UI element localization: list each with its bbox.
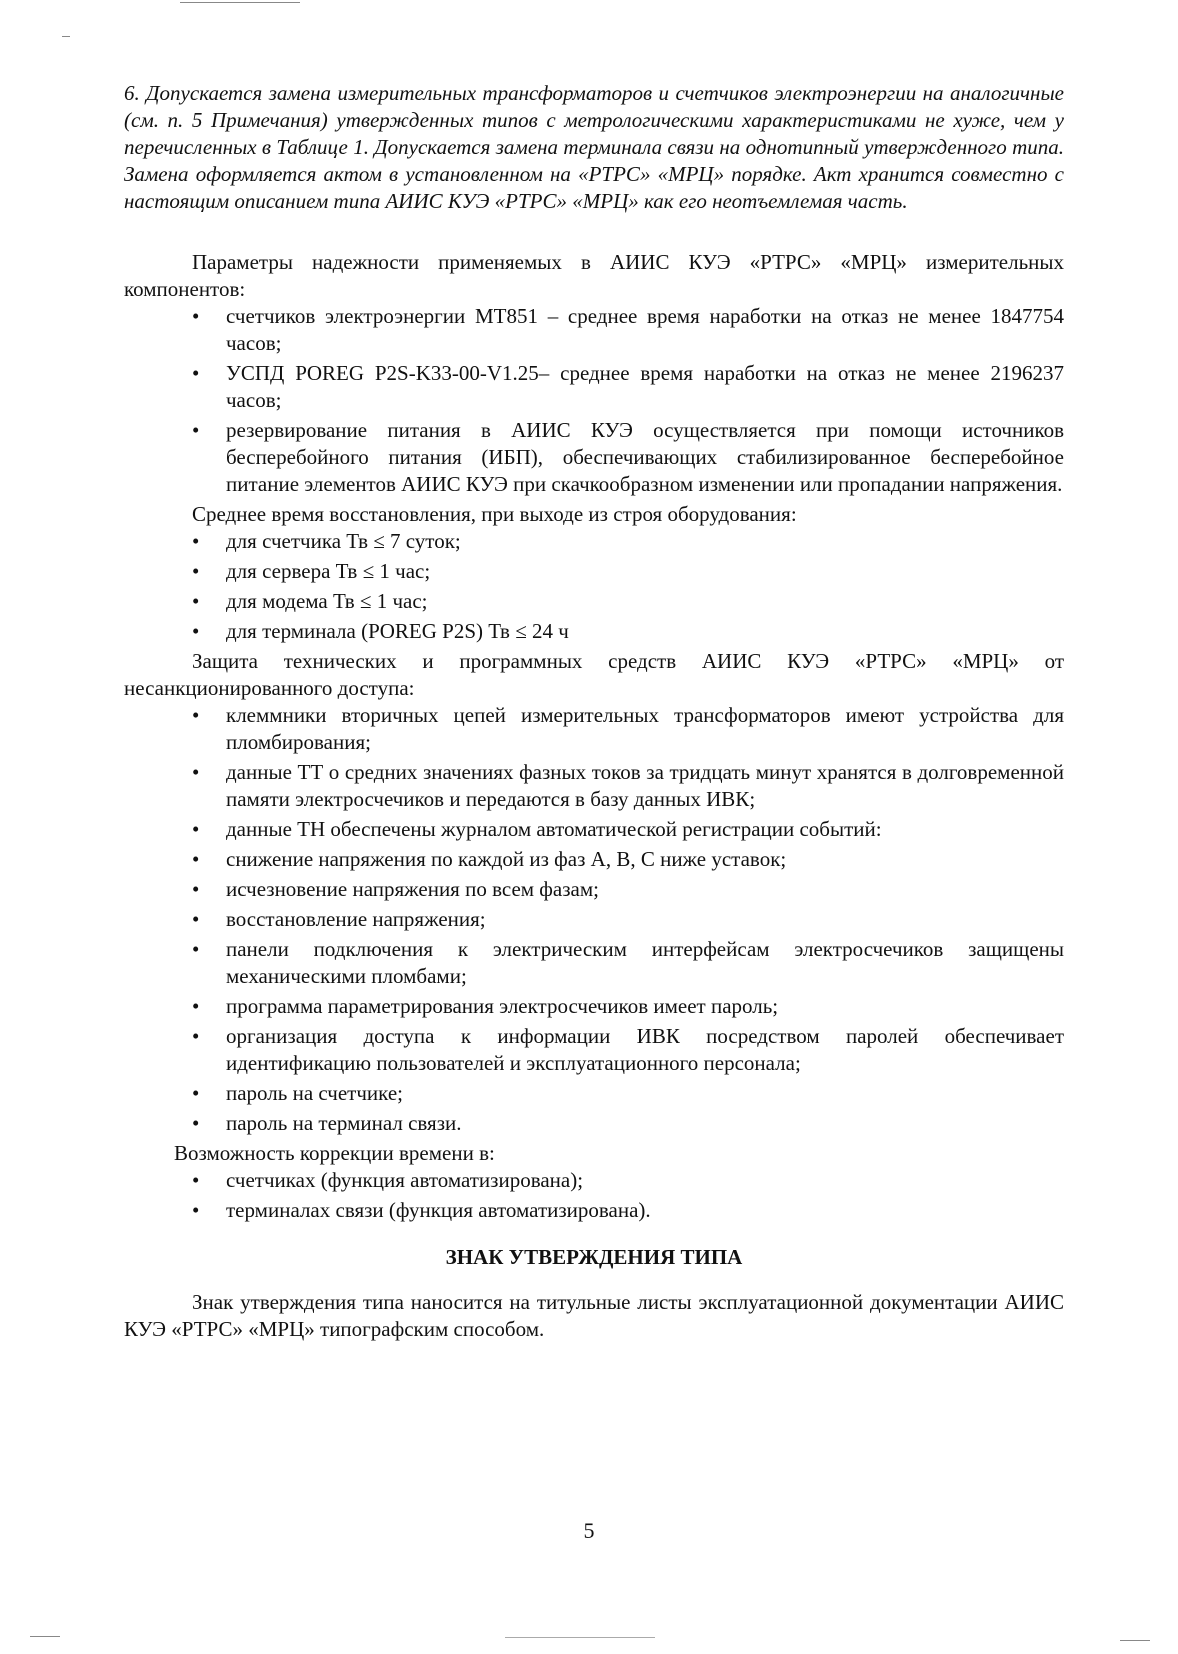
list-item: • панели подключения к электрическим интерфейсам электросчечиков защищены механическими пломбами;	[226, 936, 1064, 990]
list-item: • исчезновение напряжения по всем фазам;	[226, 876, 1064, 903]
list-item: • данные ТТ о средних значениях фазных токов за тридцать минут хранятся в долговременной памяти электросчечиков и передаются в базу данных ИВК;	[226, 759, 1064, 813]
scan-artifact-left	[62, 36, 70, 37]
replacement-note: 6. Допускается замена измерительных трансформаторов и счетчиков электроэнергии на аналогичные (см. п. 5 Примечания) утвержденных типов с метрологическими характеристиками не хуже, чем у перечисленных в Таблице 1. Допускается замена терминала связи на однотипный утвержденного типа. Замена оформляется актом в установленном на «РТРС» «МРЦ» порядке. Акт хранится совместно с настоящим описанием типа АИИС КУЭ «РТРС» «МРЦ» как его неотъемлемая часть.	[124, 81, 1064, 213]
list-item: • восстановление напряжения;	[226, 906, 1064, 933]
list-item: • для счетчика Тв ≤ 7 суток;	[226, 528, 1064, 555]
list-item: • данные ТН обеспечены журналом автоматической регистрации событий:	[226, 816, 1064, 843]
list-item: • терминалах связи (функция автоматизирована).	[226, 1197, 1064, 1224]
time-correction-list	[124, 1167, 1064, 1224]
list-item: • для сервера Тв ≤ 1 час;	[226, 558, 1064, 585]
list-item: • организация доступа к информации ИВК посредством паролей обеспечивает идентификацию пользователей и эксплуатационного персонала;	[226, 1023, 1064, 1077]
list-item: • счетчиков электроэнергии МТ851 – среднее время наработки на отказ не менее 1847754 часов;	[226, 303, 1064, 357]
recovery-list	[124, 528, 1064, 645]
page-number: 5	[583, 1518, 595, 1543]
list-item: • для терминала (POREG P2S) Тв ≤ 24 ч	[226, 618, 1064, 645]
list-item: • УСПД POREG P2S-K33-00-V1.25– среднее время наработки на отказ не менее 2196237 часов;	[226, 360, 1064, 414]
reliability-list	[124, 303, 1064, 498]
recovery-intro: Среднее время восстановления, при выходе из строя оборудования:	[192, 502, 797, 526]
list-item: • пароль на терминал связи.	[226, 1110, 1064, 1137]
approval-heading: ЗНАК УТВЕРЖДЕНИЯ ТИПА	[445, 1245, 743, 1269]
list-item: • снижение напряжения по каждой из фаз А, В, С ниже уставок;	[226, 846, 1064, 873]
list-item: • программа параметрирования электросчечиков имеет пароль;	[226, 993, 1064, 1020]
scan-artifact-bottom-center	[505, 1637, 655, 1638]
approval-text: Знак утверждения типа наносится на титульные листы эксплуатационной документации АИИС КУЭ «РТРС» «МРЦ» типографским способом.	[124, 1290, 1064, 1341]
protection-list	[124, 702, 1064, 1137]
list-item: • клеммники вторичных цепей измерительных трансформаторов имеют устройства для пломбирования;	[226, 702, 1064, 756]
list-item: • резервирование питания в АИИС КУЭ осуществляется при помощи источников бесперебойного питания (ИБП), обеспечивающих стабилизированное бесперебойное питание элементов АИИС КУЭ при скачкообразном изменении или пропадании напряжения.	[226, 417, 1064, 498]
list-item: • для модема Тв ≤ 1 час;	[226, 588, 1064, 615]
reliability-intro: Параметры надежности применяемых в АИИС КУЭ «РТРС» «МРЦ» измерительных компонентов:	[124, 250, 1064, 301]
list-item: • счетчиках (функция автоматизирована);	[226, 1167, 1064, 1194]
list-item: • пароль на счетчике;	[226, 1080, 1064, 1107]
time-correction-intro: Возможность коррекции времени в:	[174, 1141, 495, 1165]
scan-artifact-top	[180, 2, 300, 3]
document-page	[124, 80, 1064, 1343]
protection-intro: Защита технических и программных средств АИИС КУЭ «РТРС» «МРЦ» от несанкционированного доступа:	[124, 649, 1064, 700]
scan-artifact-bottom-right	[1120, 1640, 1150, 1641]
scan-artifact-bottom-left	[30, 1636, 60, 1637]
